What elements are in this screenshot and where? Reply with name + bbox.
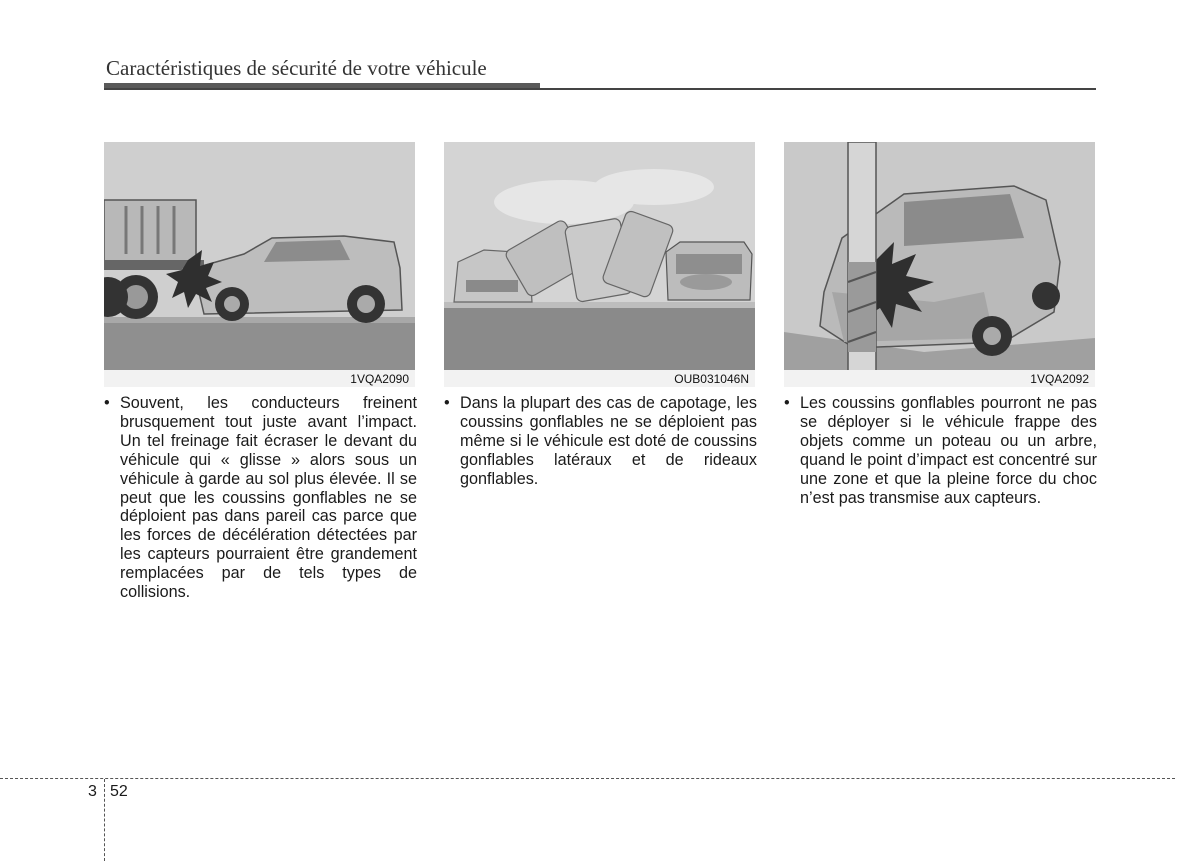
bullet-marker: • — [784, 394, 790, 412]
truck-collision-illustration — [104, 142, 415, 387]
figure-code-label: 1VQA2092 — [1027, 372, 1092, 386]
figure-truck-underride — [104, 142, 415, 387]
bullet-paragraph — [784, 394, 1097, 507]
footer-divider — [104, 779, 105, 861]
header-rule — [104, 88, 1096, 90]
figure-code-label: 1VQA2090 — [347, 372, 412, 386]
bullet-text: Les coussins gonflables pourront ne pas se déployer si le véhicule frappe des objets comme un poteau ou un arbre, quand le point d’impact est concentré sur une zone et que la pleine force du choc n’est pas transmise aux capteurs. — [800, 394, 1097, 507]
column-1 — [104, 394, 417, 602]
bullet-paragraph — [104, 394, 417, 602]
rollover-illustration — [444, 142, 755, 387]
bullet-marker: • — [104, 394, 110, 412]
bullet-paragraph — [444, 394, 757, 489]
column-3 — [784, 394, 1097, 507]
column-2 — [444, 394, 757, 489]
bullet-text: Dans la plupart des cas de capotage, les coussins gonflables ne se déploient pas même si le véhicule est doté de coussins gonflables latéraux et de rideaux gonflables. — [460, 394, 757, 488]
bullet-text: Souvent, les conducteurs freinent brusquement tout juste avant l’impact. Un tel freinage fait écraser le devant du véhicule qui « glisse » alors sous un véhicule à garde au sol plus élevée. Il se peut que les coussins gonflables ne se déploient pas dans pareil cas parce que les forces de décélération détectées par les capteurs pourraient être grandement remplacées par de tels types de collisions. — [120, 394, 417, 602]
figure-rollover — [444, 142, 755, 387]
page-title: Caractéristiques de sécurité de votre véhicule — [106, 56, 487, 80]
bullet-marker: • — [444, 394, 450, 412]
pole-collision-illustration — [784, 142, 1095, 387]
figure-pole-impact — [784, 142, 1095, 387]
figure-code-label: OUB031046N — [671, 372, 752, 386]
chapter-number: 3 — [88, 783, 97, 800]
footer-rule — [0, 778, 1175, 779]
page-number: 52 — [110, 783, 128, 800]
